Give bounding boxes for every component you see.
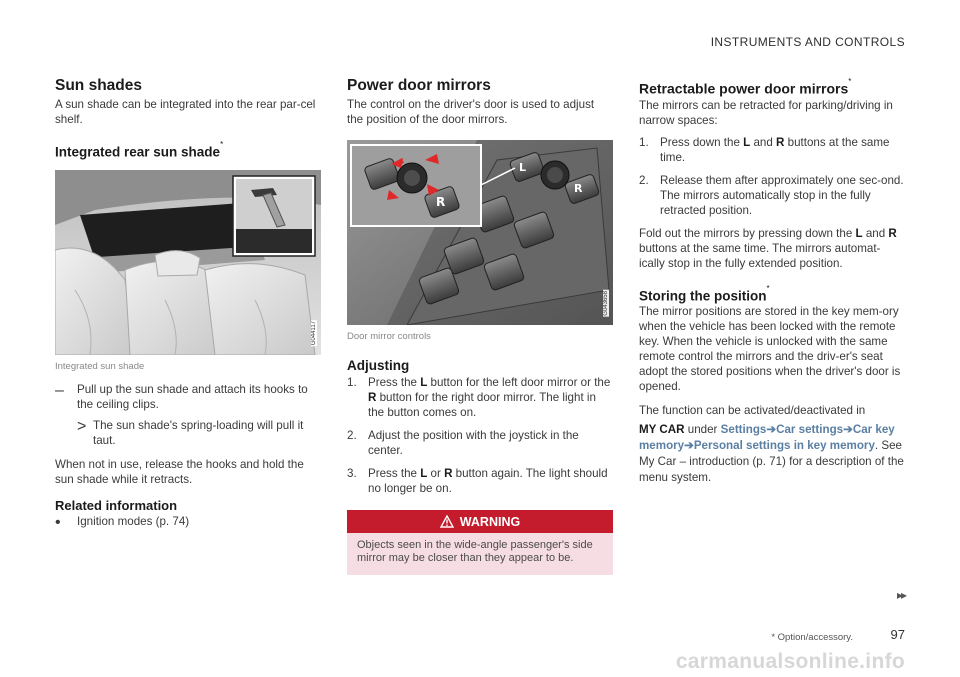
- section-title: [639, 78, 905, 97]
- figure-caption: Integrated sun shade: [55, 360, 145, 372]
- column-power-door-mirrors: [347, 77, 613, 575]
- step-item: [347, 428, 613, 458]
- step-number: 1.: [347, 376, 357, 389]
- figure-code: G043658: [603, 291, 609, 316]
- option-asterisk: *: [848, 77, 852, 86]
- option-asterisk: *: [766, 283, 770, 293]
- bullet-marker: •: [55, 513, 61, 531]
- related-item[interactable]: [55, 514, 323, 532]
- intro-text: A sun shade can be integrated into the rear par-cel shelf.: [55, 98, 316, 126]
- result-marker: >: [77, 417, 87, 435]
- column-retractable-mirrors: [639, 77, 905, 486]
- subtitle-text: Integrated rear sun shade: [55, 144, 221, 160]
- menu-path-text: MY CAR under Settings➔Car settings➔Car key memory➔Personal settings in key memory. See My Car – introduction (p. 71) for a description of the menu system.: [639, 423, 904, 485]
- page-header: INSTRUMENTS AND CONTROLS: [710, 35, 905, 49]
- step-number: 2.: [639, 173, 649, 187]
- storing-title-text: Storing the position: [639, 288, 767, 304]
- instruction-result: [55, 418, 323, 448]
- svg-text:R: R: [574, 182, 583, 195]
- path-arrow-icon: ➔: [843, 423, 853, 437]
- subsection-title: [55, 141, 323, 161]
- watermark: carmanualsonline.info: [675, 650, 905, 673]
- option-footnote: * Option/accessory.: [771, 632, 853, 643]
- related-link[interactable]: Ignition modes (p. 74): [77, 514, 190, 528]
- column-sun-shades: [55, 77, 323, 532]
- instruction-step: [55, 382, 323, 412]
- warning-title: WARNING: [459, 514, 521, 529]
- step-number: 1.: [639, 135, 649, 149]
- mycar-label: MY CAR: [639, 423, 685, 437]
- menu-path-personal-settings[interactable]: Personal settings in key memory: [693, 439, 875, 453]
- step-text: Press down the L and R buttons at the same time.: [660, 135, 890, 164]
- intro-text: The control on the driver's door is used to adjust the position of the door mirrors.: [347, 98, 595, 126]
- step-text: Adjust the position with the joystick in the center.: [368, 429, 579, 457]
- fold-out-text: Fold out the mirrors by pressing down the L and R buttons at the same time. The mirrors automat-ically stop in the fully extended position.: [639, 226, 897, 270]
- warning-triangle-icon: [440, 515, 454, 528]
- mirror-controls-illustration: [347, 140, 613, 325]
- mirror-controls-image: [347, 140, 613, 325]
- option-asterisk: *: [220, 140, 224, 149]
- figure-caption: Door mirror controls: [347, 331, 431, 342]
- function-text: The function can be activated/deactivated in: [639, 404, 866, 418]
- svg-text:L: L: [519, 161, 527, 174]
- step-item: [347, 375, 613, 420]
- storing-text: The mirror positions are stored in the key mem-ory when the vehicle has been locked with the remote key. When the vehicle is unlocked with the same remote control the mirrors and the driv-er's seat adopt the stored positions when the driver's door is opened.: [639, 305, 901, 394]
- related-title: Related information: [55, 497, 178, 513]
- menu-path-settings[interactable]: Settings: [720, 423, 767, 437]
- adjusting-steps: [347, 375, 613, 496]
- sun-shade-image: [55, 170, 321, 355]
- retract-steps: [639, 135, 905, 218]
- step-text: Press the L button for the left door mirror or the R button for the right door mirror. The light in the button comes on.: [368, 376, 611, 419]
- figure-code: G044117: [311, 321, 317, 346]
- intro-text: The mirrors can be retracted for parking/driving in narrow spaces:: [639, 98, 893, 127]
- menu-path-car-key-memory[interactable]: Car key memory: [639, 423, 895, 453]
- path-arrow-icon: ➔: [766, 423, 777, 437]
- step-item: [639, 135, 905, 165]
- step-text: Pull up the sun shade and attach its hooks to the ceiling clips.: [77, 382, 308, 411]
- step-text: Release them after approximately one sec-ond. The mirrors automatically stop in the fully retracted position.: [660, 173, 904, 217]
- next-page-icon[interactable]: ▸▸: [896, 588, 905, 602]
- path-arrow-icon: ➔: [684, 439, 694, 453]
- step-item: [639, 173, 905, 218]
- menu-path-car-settings[interactable]: Car settings: [776, 423, 844, 437]
- storing-title: [639, 285, 905, 305]
- dash-marker: –: [55, 381, 64, 399]
- step-number: 3.: [347, 467, 357, 480]
- adjusting-title: Adjusting: [347, 358, 410, 373]
- section-title: Sun shades: [55, 77, 142, 94]
- see-reference-text: . See My Car – introduction (p. 71) for a description of the menu system.: [639, 439, 904, 485]
- warning-header: [347, 510, 613, 533]
- step-number: 2.: [347, 429, 357, 442]
- svg-text:R: R: [436, 195, 446, 209]
- step-text: Press the L or R button again. The light should no longer be on.: [368, 467, 608, 495]
- page-number: 97: [890, 627, 905, 642]
- warning-text: Objects seen in the wide-angle passenger's side mirror may be closer than they appear to be.: [357, 539, 593, 564]
- section-title: Power door mirrors: [347, 77, 491, 94]
- result-text: The sun shade's spring-loading will pull it taut.: [93, 418, 304, 447]
- step-item: [347, 466, 613, 496]
- warning-box: [347, 510, 613, 575]
- title-text: Retractable power door mirrors: [639, 80, 849, 97]
- sun-shade-illustration: [55, 170, 321, 355]
- after-text: When not in use, release the hooks and hold the sun shade while it retracts.: [55, 457, 304, 486]
